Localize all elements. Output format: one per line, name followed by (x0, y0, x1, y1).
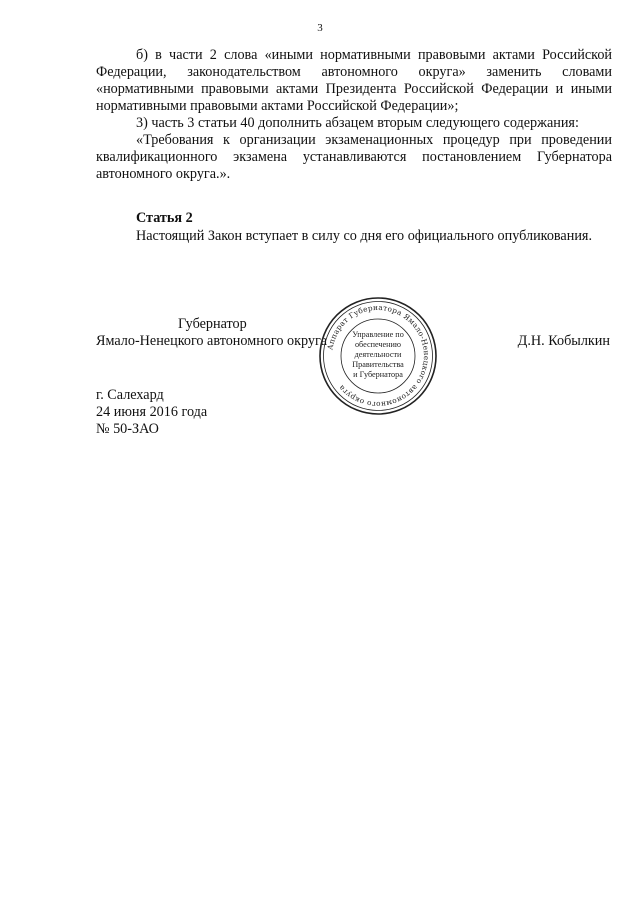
footer-number: № 50-ЗАО (96, 421, 159, 437)
signature-name: Д.Н. Кобылкин (517, 333, 610, 349)
official-seal (318, 296, 438, 416)
seal-ring-text: Аппарат Губернатора Ямало-Ненецкого автономного округа (325, 302, 432, 410)
seal-line: Управление по (352, 330, 404, 339)
paragraph-quote: «Требования к организации экзаменационных процедур при проведении квалификационного экзамена устанавливаются постановлением Губернатора автономного округа.». (96, 132, 612, 182)
paragraph-3: 3) часть 3 статьи 40 дополнить абзацем вторым следующего содержания: (136, 115, 579, 131)
footer-date: 24 июня 2016 года (96, 404, 208, 420)
seal-line: обеспечению (354, 340, 402, 349)
paragraph-b: б) в части 2 слова «иными нормативными правовыми актами Российской Федерации, законодательством автономного округа» заменить словами «нормативными правовыми актами Президента Российской Федерации и иными нормативными правовыми актами Российской Федерации»; (96, 47, 612, 114)
signature-title: Губернатор (178, 316, 247, 332)
seal-line: деятельности (354, 350, 402, 359)
signature-region: Ямало-Ненецкого автономного округа (96, 333, 328, 349)
seal-line: Правительства (352, 360, 404, 369)
seal-line: и Губернатора (353, 370, 403, 379)
article-heading: Статья 2 (136, 210, 193, 226)
page-number: 3 (317, 22, 323, 34)
footer-city: г. Салехард (96, 387, 164, 403)
article-text: Настоящий Закон вступает в силу со дня его официального опубликования. (136, 228, 592, 244)
